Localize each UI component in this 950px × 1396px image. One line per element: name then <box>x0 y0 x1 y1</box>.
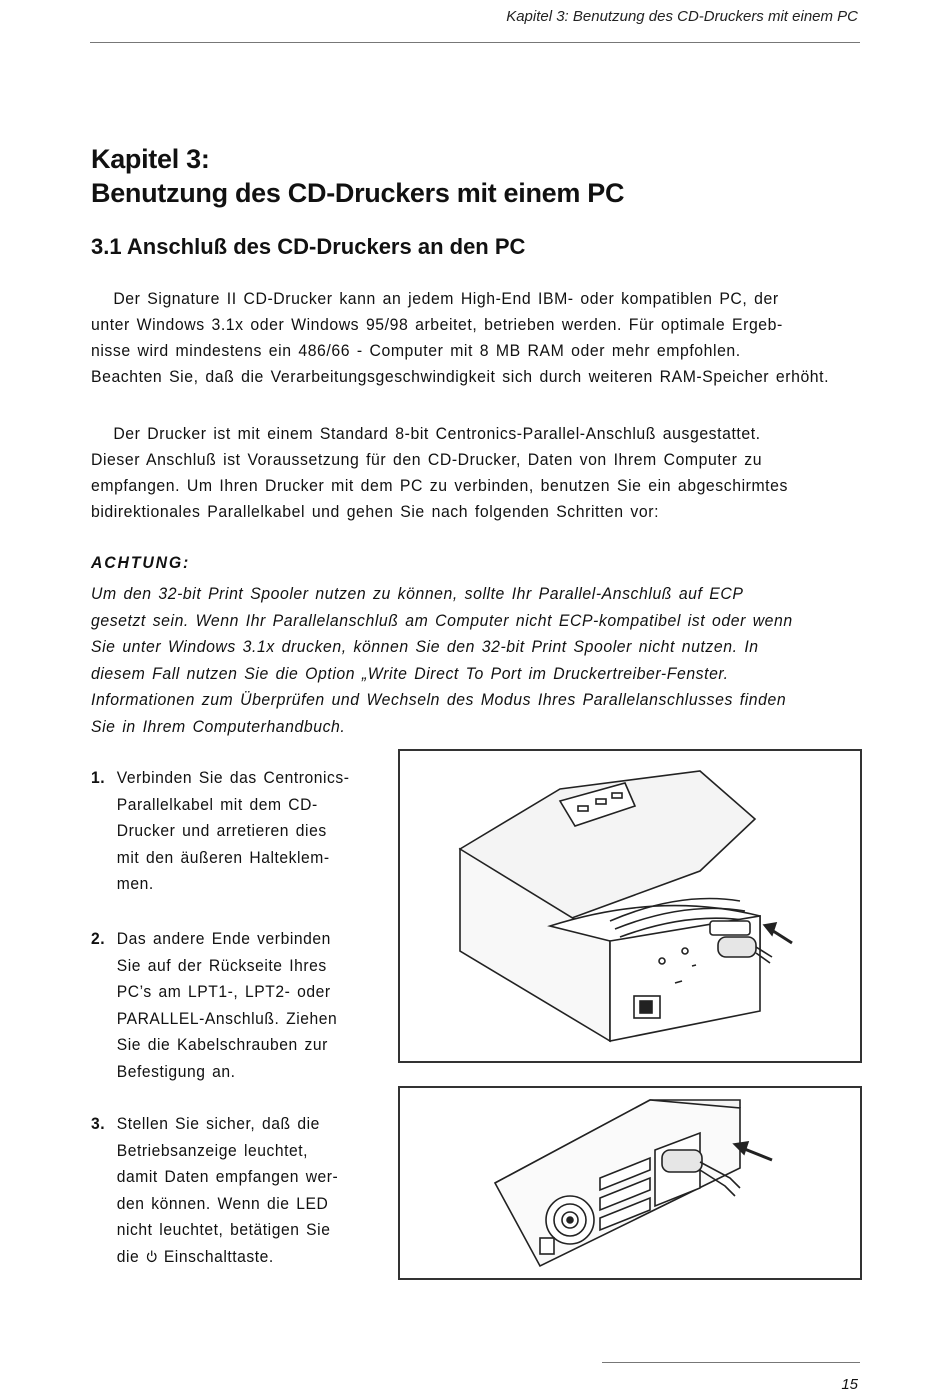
step-line-suffix: Einschalttaste. <box>163 1246 274 1266</box>
step-line: den können. Wenn die LED <box>116 1193 329 1213</box>
step-line: Das andere Ende verbinden <box>116 929 331 948</box>
warning-line: Informationen zum Überprüfen und Wechseln des Modus Ihres Parallelanschlusses finden <box>91 690 787 709</box>
chapter-title <box>91 142 624 210</box>
running-header: Kapitel 3: Benutzung des CD-Druckers mit einem PC <box>506 8 858 25</box>
step-line: men. <box>116 874 154 893</box>
step-3 <box>91 1111 367 1270</box>
warning-line: Um den 32-bit Print Spooler nutzen zu können, sollte Ihr Parallel-Anschluß auf ECP <box>91 584 744 603</box>
printer-connection-illustration <box>398 749 862 1063</box>
paragraph-line: unter Windows 3.1x oder Windows 95/98 arbeitet, betrieben werden. Für optimale Ergeb- <box>91 315 783 334</box>
step-line: nicht leuchtet, betätigen Sie <box>116 1220 331 1239</box>
section-title: 3.1 Anschluß des CD-Druckers an den PC <box>91 234 526 259</box>
paragraph-2 <box>91 421 861 525</box>
warning-line: diesem Fall nutzen Sie die Option „Write Direct To Port im Druckertreiber-Fenster. <box>91 663 729 683</box>
header-rule <box>90 42 860 43</box>
warning-line: Sie in Ihrem Computerhandbuch. <box>91 716 346 736</box>
step-line: Verbinden Sie das Centronics- <box>116 768 350 787</box>
paragraph-line: Beachten Sie, daß die Verarbeitungsgeschwindigkeit sich durch weiteren RAM-Speicher erhöht. <box>91 367 830 386</box>
paragraph-line: empfangen. Um Ihren Drucker mit dem PC zu verbinden, benutzen Sie ein abgeschirmtes <box>91 476 788 495</box>
step-line: Sie die Kabelschrauben zur <box>116 1035 328 1054</box>
step-1 <box>91 765 367 898</box>
chapter-title-line1: Kapitel 3: <box>91 144 210 174</box>
step-number: 2. <box>91 929 106 948</box>
step-number: 1. <box>91 768 106 787</box>
step-line: Drucker und arretieren dies <box>116 821 327 840</box>
step-line: Betriebsanzeige leuchtet, <box>116 1140 309 1160</box>
paragraph-line: Dieser Anschluß ist Voraussetzung für den CD-Drucker, Daten von Ihrem Computer zu <box>91 450 763 469</box>
paragraph-line: nisse wird mindestens ein 486/66 - Computer mit 8 MB RAM oder mehr empfohlen. <box>91 341 741 360</box>
warning-text <box>91 581 863 740</box>
step-line: Stellen Sie sicher, daß die <box>116 1114 320 1133</box>
footer-rule <box>602 1362 860 1363</box>
warning-line: gesetzt sein. Wenn Ihr Parallelanschluß am Computer nicht ECP-kompatibel ist oder wenn <box>91 610 793 630</box>
step-line: PC’s am LPT1-, LPT2- oder <box>116 982 331 1001</box>
step-2 <box>91 926 367 1085</box>
step-line: PARALLEL-Anschluß. Ziehen <box>116 1008 338 1028</box>
paragraph-line: bidirektionales Parallelkabel und gehen Sie nach folgenden Schritten vor: <box>91 502 660 521</box>
warning-line: Sie unter Windows 3.1x drucken, können Sie den 32-bit Print Spooler nicht nutzen. In <box>91 637 759 656</box>
step-line-prefix: die <box>116 1246 140 1266</box>
page-number: 15 <box>841 1376 858 1393</box>
step-number: 3. <box>91 1114 106 1133</box>
step-line: Sie auf der Rückseite Ihres <box>116 955 327 975</box>
power-icon <box>146 1245 157 1259</box>
pc-connection-illustration <box>398 1086 862 1280</box>
paragraph-line: Der Signature II CD-Drucker kann an jedem High-End IBM- oder kompatiblen PC, der <box>113 289 779 308</box>
paragraph-line: Der Drucker ist mit einem Standard 8-bit Centronics-Parallel-Anschluß ausgestattet. <box>113 424 761 443</box>
step-line: damit Daten empfangen wer- <box>116 1167 339 1186</box>
step-line: mit den äußeren Halteklem- <box>116 847 330 867</box>
step-line: Befestigung an. <box>116 1061 236 1081</box>
chapter-title-line2: Benutzung des CD-Druckers mit einem PC <box>91 178 625 208</box>
warning-label: ACHTUNG: <box>91 553 191 572</box>
step-line: Parallelkabel mit dem CD- <box>116 794 318 814</box>
paragraph-1 <box>91 286 861 390</box>
